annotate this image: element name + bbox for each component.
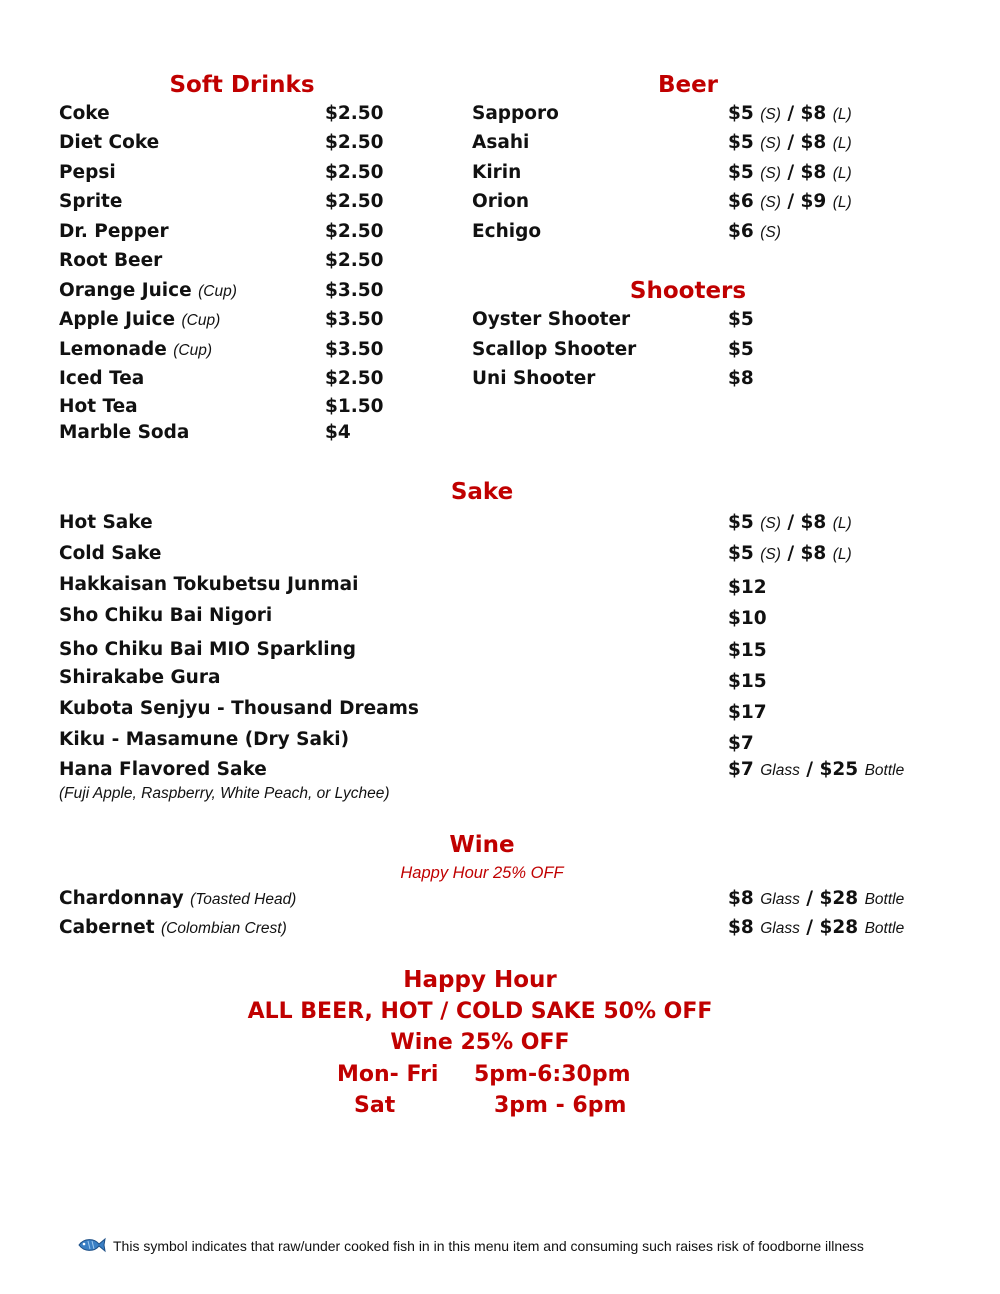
item-note: (Cup) [173,342,212,359]
price-small: $8 [728,917,754,938]
size-small: (S) [760,224,781,241]
price-small: $7 [728,733,754,754]
hana-flavor-note: (Fuji Apple, Raspberry, White Peach, or Lychee) [59,785,390,802]
soft-drink-name [59,280,237,301]
soft-drink-name [59,339,212,360]
price-separator: / [787,543,795,564]
soft-drink-price: $1.50 [325,396,384,417]
wine-name [59,917,287,938]
sake-name: Hot Sake [59,512,153,533]
size-small: (S) [760,194,781,211]
price-separator: / [787,512,795,533]
shooters-heading: Shooters [629,278,747,304]
sat-label: Sat [354,1093,396,1118]
price-small: $6 [728,191,754,212]
happy-hour-line1: ALL BEER, HOT / COLD SAKE 50% OFF [247,999,713,1024]
beer-price [728,191,852,212]
sake-price [728,702,767,723]
beer-name: Asahi [472,132,530,153]
price-large: $8 [800,543,827,564]
price-separator: / [806,888,814,909]
price-small: $5 [728,512,754,533]
happy-hour-title: Happy Hour [403,967,557,993]
sake-name: Kiku - Masamune (Dry Saki) [59,729,350,750]
beer-price [728,221,781,242]
shooter-price: $8 [728,368,754,389]
item-name: Orange Juice [59,280,192,301]
item-name: Apple Juice [59,309,176,330]
soft-drink-price: $2.50 [325,191,384,212]
beer-heading: Beer [657,72,719,98]
item-note: (Toasted Head) [190,891,297,908]
sake-price [728,543,852,564]
soft-drink-price: $3.50 [325,280,384,301]
size-small: (S) [760,106,781,123]
soft-drink-name [59,396,138,417]
price-large: $25 [819,759,859,780]
beer-name: Kirin [472,162,522,183]
shooter-name: Oyster Shooter [472,309,631,330]
soft-drink-price: $2.50 [325,162,384,183]
item-name: Lemonade [59,339,167,360]
price-small: $7 [728,759,754,780]
sake-price [728,640,767,661]
mon-fri-label: Mon- Fri [337,1062,439,1087]
size-large: (L) [832,165,852,182]
item-name: Coke [59,103,110,124]
soft-drink-price: $4 [325,422,351,443]
size-large: (L) [832,194,852,211]
beer-price [728,103,852,124]
price-small: $17 [728,702,767,723]
sake-name: Hana Flavored Sake [59,759,267,780]
size-large: (L) [832,515,852,532]
price-separator: / [806,917,814,938]
price-small: $8 [728,888,754,909]
item-name: Marble Soda [59,422,190,443]
mon-fri-time: 5pm-6:30pm [474,1062,631,1087]
soft-drinks-heading: Soft Drinks [169,72,315,98]
sake-price [728,512,852,533]
soft-drink-name [59,422,189,443]
soft-drink-name [59,162,116,183]
item-name: Chardonnay [59,888,184,909]
happy-hour-line2: Wine 25% OFF [390,1030,570,1055]
soft-drink-price: $2.50 [325,250,384,271]
item-note: (Colombian Crest) [161,920,287,937]
price-large: $9 [800,191,827,212]
price-large: $8 [800,132,827,153]
soft-drink-price: $2.50 [325,221,384,242]
sake-name: Hakkaisan Tokubetsu Junmai [59,574,359,595]
price-separator: / [787,162,795,183]
price-small: $5 [728,103,754,124]
price-small: $15 [728,671,767,692]
size-small: Glass [760,762,800,779]
price-small: $5 [728,132,754,153]
price-separator: / [787,191,795,212]
wine-price [728,917,904,938]
size-small: Glass [760,891,800,908]
size-small: Glass [760,920,800,937]
item-name: Diet Coke [59,132,160,153]
shooter-price: $5 [728,309,754,330]
beer-name: Orion [472,191,530,212]
size-small: (S) [760,515,781,532]
item-name: Hot Tea [59,396,138,417]
price-large: $8 [800,512,827,533]
sake-name: Sho Chiku Bai MIO Sparkling [59,639,357,660]
item-note: (Cup) [198,283,237,300]
beer-name: Echigo [472,221,542,242]
beer-price [728,162,852,183]
item-name: Iced Tea [59,368,145,389]
price-separator: / [806,759,814,780]
price-small: $12 [728,577,767,598]
size-large: (L) [832,135,852,152]
footer-disclaimer: This symbol indicates that raw/under cooked fish in in this menu item and consuming such raises risk of foodborne illness [113,1238,864,1254]
sake-heading: Sake [450,479,514,505]
soft-drink-price: $3.50 [325,339,384,360]
wine-heading: Wine [449,832,515,858]
item-name: Dr. Pepper [59,221,169,242]
soft-drink-name [59,250,162,271]
sake-price [728,577,767,598]
price-separator: / [787,132,795,153]
sake-price [728,608,767,629]
soft-drink-price: $2.50 [325,132,384,153]
soft-drink-price: $2.50 [325,103,384,124]
beer-name: Sapporo [472,103,559,124]
price-large: $28 [819,888,859,909]
size-large: Bottle [864,891,905,908]
wine-price [728,888,904,909]
price-small: $6 [728,221,754,242]
size-large: (L) [832,106,852,123]
soft-drink-name [59,368,144,389]
sake-name: Sho Chiku Bai Nigori [59,605,273,626]
item-name: Root Beer [59,250,163,271]
shooter-name: Scallop Shooter [472,339,637,360]
sake-name: Cold Sake [59,543,162,564]
soft-drink-price: $3.50 [325,309,384,330]
shooter-price: $5 [728,339,754,360]
sake-price [728,759,904,780]
size-small: (S) [760,135,781,152]
fish-icon [76,1236,106,1254]
price-small: $15 [728,640,767,661]
size-large: Bottle [864,920,905,937]
price-small: $5 [728,162,754,183]
size-large: (L) [832,546,852,563]
size-small: (S) [760,165,781,182]
sat-time: 3pm - 6pm [494,1093,627,1118]
sake-name: Shirakabe Gura [59,667,221,688]
item-note: (Cup) [181,312,221,329]
item-name: Cabernet [59,917,155,938]
item-name: Sprite [59,191,123,212]
price-large: $8 [800,103,827,124]
soft-drink-name [59,309,220,330]
soft-drink-price: $2.50 [325,368,384,389]
sake-price [728,733,754,754]
soft-drink-name [59,103,110,124]
soft-drink-name [59,221,169,242]
item-name: Pepsi [59,162,116,183]
price-large: $28 [819,917,859,938]
price-small: $5 [728,543,754,564]
soft-drink-name [59,132,159,153]
price-small: $10 [728,608,767,629]
price-separator: / [787,103,795,124]
price-large: $8 [800,162,827,183]
sake-name: Kubota Senjyu - Thousand Dreams [59,698,419,719]
soft-drink-name [59,191,122,212]
wine-happy-hour-note: Happy Hour 25% OFF [400,864,564,882]
size-small: (S) [760,546,781,563]
sake-price [728,671,767,692]
wine-name [59,888,296,909]
size-large: Bottle [864,762,905,779]
beer-price [728,132,852,153]
shooter-name: Uni Shooter [472,368,596,389]
